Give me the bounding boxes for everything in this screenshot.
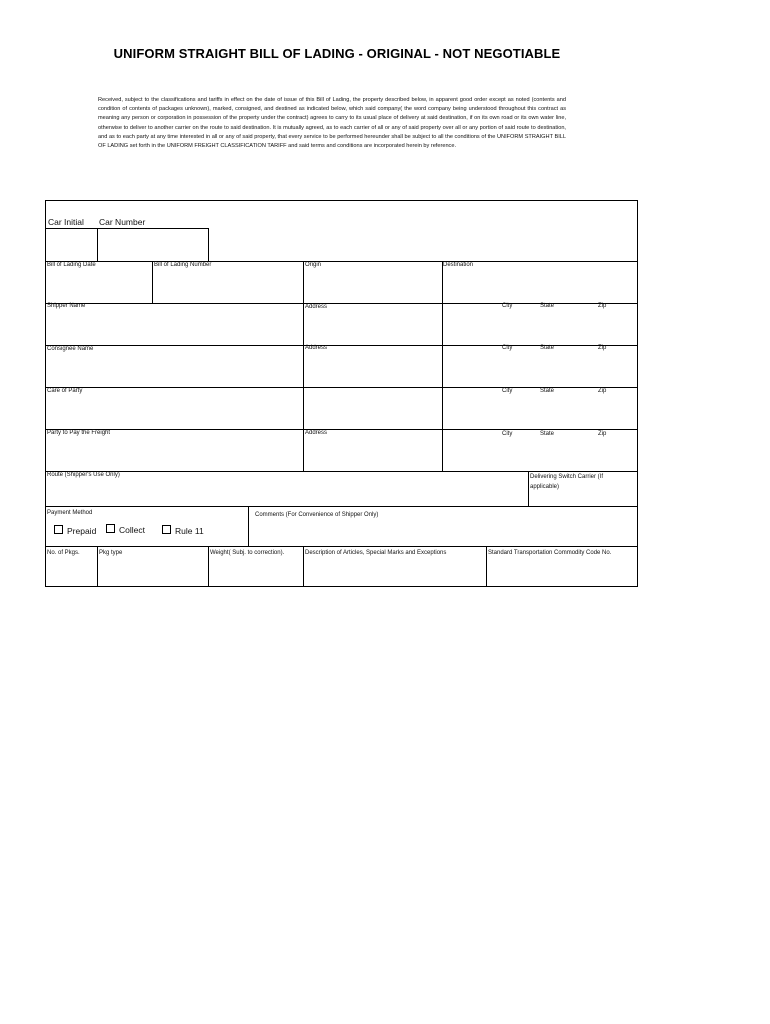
pkgtype-col-line	[208, 546, 209, 586]
shipper-city-label: City	[502, 303, 513, 309]
consignee-state-label: State	[540, 345, 555, 351]
payment-method-label: Payment Method	[47, 510, 93, 516]
car-box-right	[208, 228, 209, 261]
care-of-party-label: Care of Party	[47, 388, 83, 394]
row-line-7	[46, 506, 637, 507]
collect-label: Collect	[119, 525, 145, 535]
car-initial-label: Car Initial	[48, 217, 84, 227]
description-label: Description of Articles, Special Marks and Exceptions	[305, 550, 447, 556]
city-col-line	[442, 261, 443, 471]
no-of-pkgs-label: No. of Pkgs.	[47, 550, 80, 556]
delivering-switch-carrier-label: Delivering Switch Carrier (If applicable)	[530, 474, 604, 490]
document-title: UNIFORM STRAIGHT BILL OF LADING - ORIGINAL - NOT NEGOTIABLE	[113, 46, 561, 61]
payment-col-line	[248, 506, 249, 546]
party-zip-label: Zip	[598, 431, 607, 437]
care-state-label: State	[540, 388, 555, 394]
rule11-label: Rule 11	[175, 526, 204, 536]
party-city-label: City	[502, 431, 513, 437]
terms-paragraph: Received, subject to the classifications and tariffs in effect on the date of issue of this Bill of Lading, the property described below, in apparent good order except as noted (contents and condition of contents of packages unknown), marked, consigned, and destined as indicated below, which said company( the word company being understood throughout this contract as meaning any person or corporation in possession of the property under the contract) agrees to carry to its usual place of delivery at said destination, if on its own road or its own water line, otherwise to deliver to another carrier on the route to said destination. It is mutually agreed, as to each carrier of all or any of said property over all or any portion of said route to destination, and as to each party at any time interested in all or any of said property, that every service to be performed hereunder shall be subject to all the conditions of the UNIFORM STRAIGHT BILL OF LADING set forth in the UNIFORM FREIGHT CLASSIFICATION TARIFF and said terms and conditions are incorporated herein by reference.	[98, 97, 566, 150]
row-line-8	[46, 546, 637, 547]
car-col-line	[97, 228, 98, 261]
party-address-label: Address	[305, 430, 328, 436]
care-zip-label: Zip	[598, 388, 607, 394]
row-line-1	[46, 261, 637, 262]
pkg-type-label: Pkg type	[99, 550, 123, 556]
shipper-state-label: State	[540, 303, 555, 309]
prepaid-label: Prepaid	[67, 526, 97, 536]
shipper-address-label: Address	[305, 304, 328, 310]
route-label: Route (Shipper's Use Only)	[47, 472, 120, 478]
party-state-label: State	[540, 431, 555, 437]
rule11-checkbox[interactable]	[162, 525, 171, 534]
car-number-label: Car Number	[99, 217, 146, 227]
bol-date-label: Bill of Lading Date	[47, 262, 96, 268]
origin-label: Origin	[305, 262, 322, 268]
collect-checkbox[interactable]	[106, 524, 115, 533]
address-col-line	[303, 261, 304, 471]
row-line-5	[46, 429, 637, 430]
date-col-line	[152, 261, 153, 303]
desc-col-line	[486, 546, 487, 586]
commodity-code-label: Standard Transportation Commodity Code No.	[488, 550, 612, 556]
weight-col-line	[303, 546, 304, 586]
comments-label: Comments (For Convenience of Shipper Only)	[255, 512, 379, 518]
car-divider	[46, 228, 208, 229]
pkgs-col-line	[97, 546, 98, 586]
bill-of-lading-form	[45, 200, 638, 587]
care-city-label: City	[502, 388, 513, 394]
destination-label: Destination	[443, 262, 474, 268]
prepaid-checkbox[interactable]	[54, 525, 63, 534]
shipper-name-label: Shipper Name	[47, 303, 86, 309]
shipper-zip-label: Zip	[598, 303, 607, 309]
consignee-address-label: Address	[305, 345, 328, 351]
consignee-name-label: Consignee Name	[47, 346, 94, 352]
consignee-city-label: City	[502, 345, 513, 351]
consignee-zip-label: Zip	[598, 345, 607, 351]
route-col-line	[528, 471, 529, 506]
weight-label: Weight( Subj. to correction).	[210, 550, 285, 556]
bol-number-label: Bill of Lading Number	[154, 262, 212, 268]
party-to-pay-label: Party to Pay the Freight	[47, 430, 111, 436]
